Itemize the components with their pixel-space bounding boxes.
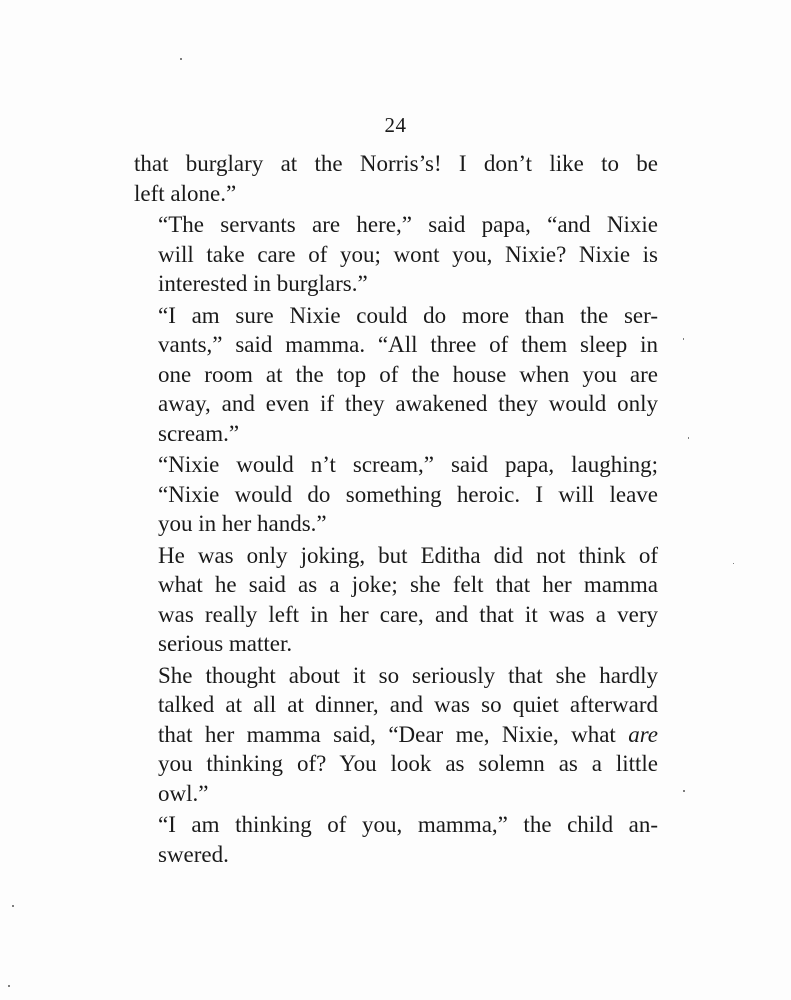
body-text: [134, 149, 658, 869]
text-line: away, and even if they awakened they would only: [158, 391, 658, 416]
paragraph: [134, 661, 658, 809]
text-line: “I am sure Nixie could do more than the ser-: [158, 302, 658, 328]
scan-speck: [683, 338, 684, 340]
page-number: 24: [384, 113, 407, 137]
text-line: scream.”: [158, 420, 240, 446]
scan-speck: [683, 790, 685, 792]
text-line: owl.”: [158, 780, 209, 806]
scan-speck: [12, 905, 14, 907]
paragraph: [134, 450, 658, 539]
scan-speck: [8, 985, 10, 987]
text-line: will take care of you; wont you, Nixie? Nixie is: [158, 241, 658, 267]
text-line: you in her hands.”: [158, 511, 327, 536]
text-line: that her mamma said, “Dear me, Nixie, what are: [158, 721, 658, 747]
text-line: one room at the top of the house when you are: [158, 361, 658, 387]
text-line: “I am thinking of you, mamma,” the child an-: [158, 812, 658, 837]
scan-speck: [733, 563, 734, 564]
paragraph: [134, 149, 658, 208]
paragraph: [134, 301, 658, 449]
text-line: what he said as a joke; she felt that her mamma: [158, 572, 658, 597]
text-line: “Nixie would n’t scream,” said papa, laughing;: [158, 452, 658, 477]
text-line: was really left in her care, and that it was a very: [158, 601, 658, 627]
text-line: “Nixie would do something heroic. I will leave: [158, 481, 658, 507]
text-line: She thought about it so seriously that she hardly: [158, 662, 658, 688]
scan-speck: [688, 437, 689, 439]
text-line: “The servants are here,” said papa, “and Nixie: [158, 212, 658, 237]
text-line: serious matter.: [158, 631, 293, 656]
text-line: He was only joking, but Editha did not think of: [158, 542, 658, 568]
scan-speck: [180, 58, 182, 60]
text-line: you thinking of? You look as solemn as a little: [158, 751, 658, 776]
text-line: talked at all at dinner, and was so quiet afterward: [158, 692, 658, 717]
text-line: vants,” said mamma. “All three of them sleep in: [158, 332, 658, 357]
paragraph: [134, 541, 658, 659]
paragraph: [134, 810, 658, 869]
text-line: swered.: [158, 841, 229, 867]
text-line: left alone.”: [134, 180, 237, 206]
text-line: interested in burglars.”: [158, 271, 368, 296]
paragraph: [134, 210, 658, 299]
text-line: that burglary at the Norris’s! I don’t like to be: [134, 151, 658, 176]
